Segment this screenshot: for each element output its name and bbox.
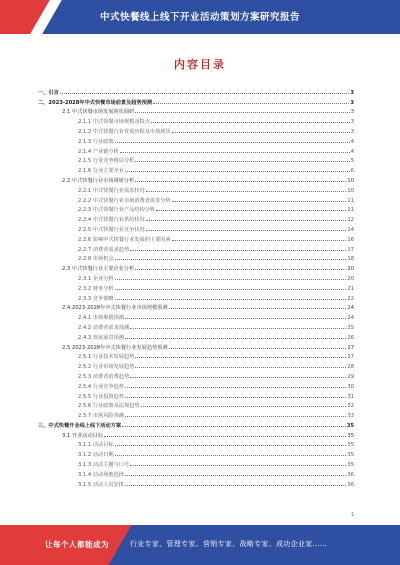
toc-leader-dots [169,348,347,349]
toc-entry[interactable] [38,135,354,145]
toc-entry-page: 3 [350,99,354,106]
toc-entry-page: 20 [347,266,354,273]
toc-entry-page: 27 [347,354,354,361]
toc-entry[interactable] [38,233,354,243]
toc-entry-page: 24 [347,305,354,312]
toc-leader-dots [125,338,346,339]
toc-entry-page: 16 [347,236,354,243]
toc-entry-page: 27 [347,344,354,351]
toc-leader-dots [146,191,347,192]
toc-leader-dots [125,475,346,476]
toc-entry-page: 32 [347,403,354,410]
toc-entry[interactable] [38,86,354,96]
toc-entry-page: 36 [347,471,354,478]
toc-entry-label: 2.3 中式快餐行业主要企业分析 [62,266,135,273]
toc-entry-label: 2.2.4 中式快餐行业供给状况 [78,217,145,224]
toc-heading: 内容目录 [174,58,226,71]
toc-entry-page: 33 [347,413,354,420]
toc-entry-page: 25 [347,324,354,331]
toc-entry-page: 10 [347,187,354,194]
toc-entry[interactable] [38,292,354,302]
toc-leader-dots [122,426,346,427]
toc-entry-page: 28 [347,364,354,371]
footer-slogan-left: 让每个人都能成为 [45,540,109,549]
toc-entry-page: 20 [347,275,354,282]
toc-entry-label: 2.2.8 市场机会 [78,256,114,263]
table-of-contents [38,86,354,488]
toc-entry-page: 10 [347,177,354,184]
toc-entry-page: 35 [347,452,354,459]
toc-entry-label: 2.2.1 中式快餐行业需求状况 [78,187,145,194]
toc-entry-page: 12 [347,217,354,224]
toc-entry-page: 3 [350,128,354,135]
toc-entry-label: 2.4 2023-2028年中式快餐行业市场规模预测 [62,305,168,312]
toc-entry[interactable] [38,282,354,292]
toc-entry-page: 35 [347,442,354,449]
toc-entry[interactable] [38,370,354,380]
toc-entry[interactable] [38,409,354,419]
toc-entry-page: 21 [347,285,354,292]
toc-leader-dots [125,485,346,486]
toc-entry[interactable] [38,164,354,174]
toc-leader-dots [135,181,346,182]
toc-entry-page: 11 [347,207,354,214]
toc-entry[interactable] [38,390,354,400]
toc-entry-label: 2.2.2 中式快餐行业市场消费者需求分析 [78,197,171,204]
toc-entry[interactable] [38,341,354,351]
toc-leader-dots [156,210,346,211]
toc-entry-label: 2.3.3 竞争策略 [78,295,114,302]
toc-entry[interactable] [38,439,354,449]
toc-entry-label: 2.4.3 发展前景预测 [78,334,124,341]
toc-entry-label: 2.1.3 行业政策 [78,138,114,145]
toc-leader-dots [60,93,350,94]
toc-leader-dots [135,269,346,270]
toc-leader-dots [169,308,347,309]
toc-entry[interactable] [38,243,354,253]
toc-leader-dots [151,122,350,123]
toc-entry-page: 4 [350,148,354,155]
toc-leader-dots [130,465,346,466]
toc-leader-dots [135,367,346,368]
toc-leader-dots [125,416,346,417]
page-number: 1 [350,512,354,518]
toc-leader-dots [130,250,346,251]
toc-entry-label: 2.1.1 中式快餐市场规模及特点 [78,119,150,126]
toc-entry-page: 30 [347,383,354,390]
toc-leader-dots [104,436,346,437]
toc-entry[interactable] [38,311,354,321]
toc-leader-dots [130,377,346,378]
toc-entry[interactable] [38,448,354,458]
report-title: 中式快餐线上线下开业活动策划方案研究报告 [99,12,300,23]
toc-leader-dots [135,161,349,162]
toc-entry-label: 2.3.1 企业分析 [78,275,114,282]
toc-entry[interactable] [38,223,354,233]
toc-entry-label: 2.2 中式快餐行业市场调研分析 [62,177,135,184]
toc-leader-dots [130,328,346,329]
toc-entry-label: 三、中式快餐开业线上线下活动方案 [38,422,122,429]
toc-leader-dots [125,387,346,388]
toc-entry[interactable] [38,360,354,370]
page-footer [0,525,400,565]
toc-entry[interactable] [38,380,354,390]
toc-entry-label: 2.5.4 行业竞争趋势 [78,383,124,390]
toc-entry-page: 3 [350,109,354,116]
toc-entry-label: 3.1.4 活动场地选择 [78,471,124,478]
toc-entry-label: 2.5.7 市场风险预测 [78,413,124,420]
toc-entry-label: 2.1.2 中式快餐行业发展历程及市场现状 [78,128,171,135]
toc-entry[interactable] [38,331,354,341]
toc-leader-dots [135,112,350,113]
toc-entry-label: 2.2.7 消费者需求趋势 [78,246,130,253]
toc-entry-page: 4 [350,138,354,145]
toc-entry[interactable] [38,262,354,272]
toc-entry[interactable] [38,351,354,361]
toc-leader-dots [115,299,347,300]
toc-entry-label: 2.2.5 中式快餐行业竞争状况 [78,226,145,233]
toc-entry-label: 3.1 开业活动目标 [62,432,104,439]
toc-leader-dots [172,132,350,133]
toc-entry-page: 35 [347,432,354,439]
toc-entry[interactable] [38,478,354,488]
toc-entry[interactable] [38,96,354,106]
toc-entry-label: 2.5.3 消费者消费趋势 [78,373,130,380]
toc-entry-label: 2.5.5 行业投资趋势 [78,393,124,400]
toc-leader-dots [125,318,346,319]
toc-entry[interactable] [38,115,354,125]
toc-entry-label: 2.5.1 行业技术发展趋势 [78,354,135,361]
toc-leader-dots [141,406,347,407]
toc-entry-label: 2.2.3 中式快餐行业产品结构分析 [78,207,156,214]
toc-leader-dots [125,171,350,172]
toc-entry[interactable] [38,204,354,214]
toc-entry[interactable] [38,194,354,204]
toc-entry-label: 2.2.6 影响中式快餐行业发展的主要因素 [78,236,171,243]
page-header [0,0,400,34]
toc-entry-page: 22 [347,295,354,302]
toc-entry[interactable] [38,419,354,429]
toc-entry-label: 2.1.6 行业主要企业 [78,168,124,175]
toc-leader-dots [115,455,347,456]
toc-entry-label: 3.1.2 活动日期 [78,452,114,459]
toc-entry[interactable] [38,302,354,312]
toc-entry-label: 3.1.5 活动人员安排 [78,481,124,488]
toc-entry-page: 35 [346,422,354,429]
toc-entry-page: 5 [350,158,354,165]
toc-leader-dots [153,103,349,104]
toc-leader-dots [120,152,350,153]
toc-entry-label: 2.3.2 财务分析 [78,285,114,292]
toc-leader-dots [146,220,347,221]
footer-slogan-right: 行业专家、管理专家、营销专家、战略专家、成功企业家…… [130,540,328,548]
toc-leader-dots [146,230,347,231]
toc-entry-page: 14 [347,226,354,233]
toc-entry-page: 24 [347,315,354,322]
toc-entry[interactable] [38,155,354,165]
toc-entry-label: 2.5 2023-2028年中式快餐行业发展趋势预测 [62,344,168,351]
toc-entry-label: 2.5.6 行业政策及法规趋势 [78,403,140,410]
toc-entry-page: 29 [347,373,354,380]
toc-entry-page: 31 [347,393,354,400]
toc-entry[interactable] [38,145,354,155]
toc-entry-label: 3.1.1 活动目标 [78,442,114,449]
toc-entry-label: 2.1.4 产业链分析 [78,148,119,155]
toc-leader-dots [125,397,346,398]
toc-entry-label: 2.4.2 消费者需求预测 [78,324,130,331]
toc-entry[interactable] [38,272,354,282]
toc-entry[interactable] [38,125,354,135]
toc-entry[interactable] [38,174,354,184]
toc-entry-page: 36 [347,481,354,488]
toc-leader-dots [115,279,347,280]
toc-entry[interactable] [38,213,354,223]
toc-entry-label: 2.5.2 行业市场发展趋势 [78,364,135,371]
toc-entry-page: 35 [347,462,354,469]
toc-leader-dots [115,259,347,260]
toc-leader-dots [115,445,347,446]
toc-entry[interactable] [38,106,354,116]
toc-entry[interactable] [38,429,354,439]
toc-entry-page: 6 [350,168,354,175]
toc-leader-dots [115,142,350,143]
toc-entry-page: 3 [350,119,354,126]
toc-entry-label: 二、2023-2028年中式快餐市场前景及趋势预测 [38,99,153,106]
toc-leader-dots [115,289,347,290]
toc-entry-page: 26 [347,334,354,341]
toc-entry-page: 17 [347,246,354,253]
toc-entry-label: 2.1 中式快餐市场发展现状调研 [62,109,135,116]
toc-entry-label: 一、引言 [38,89,59,96]
toc-entry-page: 3 [350,89,354,96]
toc-entry-label: 2.4.1 市场规模预测 [78,315,124,322]
toc-entry-page: 18 [347,256,354,263]
toc-entry[interactable] [38,321,354,331]
toc-entry-label: 3.1.3 活动主题与口号 [78,462,130,469]
toc-entry-label: 2.1.5 行业竞争格局分析 [78,158,135,165]
toc-entry[interactable] [38,468,354,478]
toc-entry[interactable] [38,184,354,194]
toc-entry[interactable] [38,253,354,263]
toc-leader-dots [172,201,347,202]
toc-leader-dots [135,357,346,358]
toc-entry-page: 11 [347,197,354,204]
toc-entry[interactable] [38,458,354,468]
toc-leader-dots [172,240,347,241]
toc-entry[interactable] [38,400,354,410]
